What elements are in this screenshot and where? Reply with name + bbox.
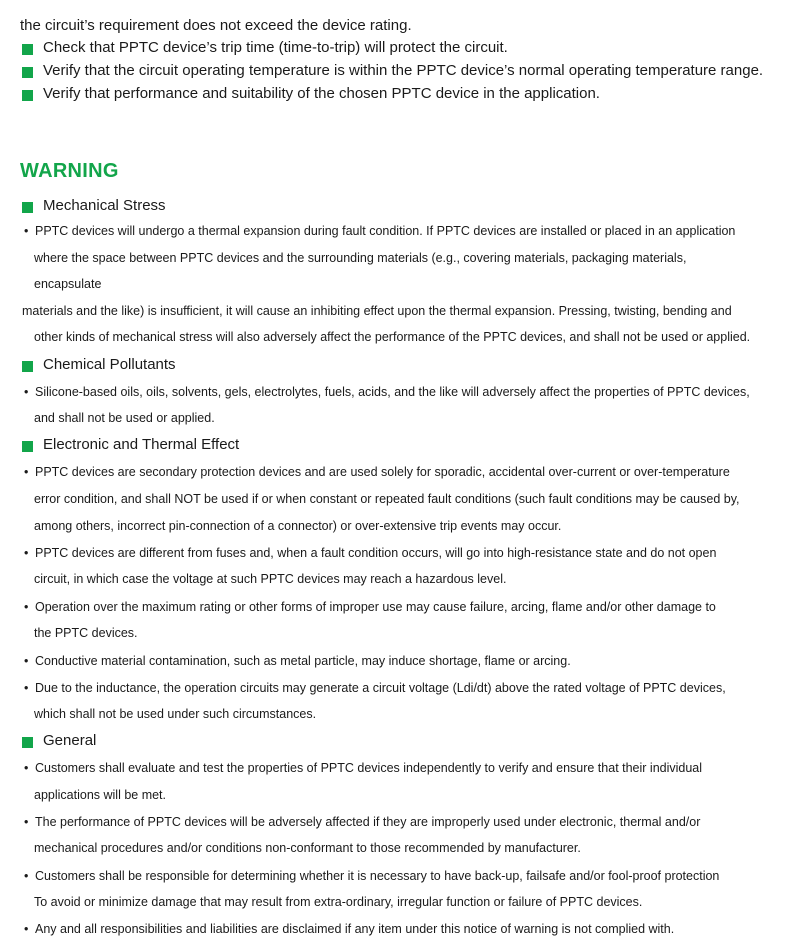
green-square-icon bbox=[22, 44, 33, 55]
body-line: PPTC devices will undergo a thermal expansion during fault condition. If PPTC devices are installed or placed in an application bbox=[35, 224, 736, 238]
bullet-icon: • bbox=[24, 224, 29, 238]
body-line: materials and the like) is insufficient, it will cause an inhibiting effect upon the thermal expansion. Pressing, twisting, bending and bbox=[22, 304, 732, 318]
bullet-icon: • bbox=[24, 385, 29, 399]
body-line: applications will be met. bbox=[34, 788, 167, 802]
check-item: Verify that the circuit operating temperature is within the PPTC device’s normal operating temperature range. bbox=[43, 62, 764, 79]
body-line: The performance of PPTC devices will be adversely affected if they are improperly used under electronic, thermal and/or bbox=[35, 815, 701, 829]
intro-continued-line: the circuit’s requirement does not exceed the device rating. bbox=[20, 17, 412, 34]
green-square-icon bbox=[22, 202, 33, 213]
body-line: Silicone-based oils, oils, solvents, gels, electrolytes, fuels, acids, and the like will adversely affect the properties of PPTC devices, bbox=[35, 385, 750, 399]
body-line: mechanical procedures and/or conditions non-conformant to those recommended by manufacturer. bbox=[34, 841, 581, 855]
body-line: To avoid or minimize damage that may result from extra-ordinary, irregular function or failure of PPTC devices. bbox=[34, 895, 643, 909]
bullet-icon: • bbox=[24, 654, 29, 668]
section-heading: Chemical Pollutants bbox=[43, 356, 176, 373]
bullet-icon: • bbox=[24, 600, 29, 614]
bullet-icon: • bbox=[24, 815, 29, 829]
green-square-icon bbox=[22, 361, 33, 372]
body-line: Customers shall evaluate and test the properties of PPTC devices independently to verify and ensure that their individual bbox=[35, 761, 703, 775]
body-line: the PPTC devices. bbox=[34, 626, 138, 640]
bullet-icon: • bbox=[24, 922, 29, 936]
warning-title: WARNING bbox=[20, 160, 119, 182]
body-line: Operation over the maximum rating or other forms of improper use may cause failure, arcing, flame and/or other damage to bbox=[35, 600, 716, 614]
body-line: where the space between PPTC devices and the surrounding materials (e.g., covering materials, packaging materials, bbox=[34, 251, 687, 265]
section-heading: Electronic and Thermal Effect bbox=[43, 436, 240, 453]
body-line: among others, incorrect pin-connection of a connector) or over-extensive trip events may occur. bbox=[34, 519, 562, 533]
bullet-icon: • bbox=[24, 465, 29, 479]
bullet-icon: • bbox=[24, 869, 29, 883]
bullet-icon: • bbox=[24, 761, 29, 775]
body-line: Any and all responsibilities and liabilities are disclaimed if any item under this notice of warning is not complied with. bbox=[35, 922, 675, 936]
body-line: error condition, and shall NOT be used if or when constant or repeated fault conditions (such fault conditions may be caused by, bbox=[34, 492, 740, 506]
body-line: Customers shall be responsible for determining whether it is necessary to have back-up, failsafe and/or fool-proof protection bbox=[35, 869, 720, 883]
body-line: PPTC devices are different from fuses and, when a fault condition occurs, will go into high-resistance state and do not open bbox=[35, 546, 717, 560]
body-line: encapsulate bbox=[34, 277, 102, 291]
bullet-icon: • bbox=[24, 681, 29, 695]
check-item: Verify that performance and suitability of the chosen PPTC device in the application. bbox=[43, 85, 600, 102]
check-item: Check that PPTC device’s trip time (time-to-trip) will protect the circuit. bbox=[43, 39, 508, 56]
body-line: Conductive material contamination, such as metal particle, may induce shortage, flame or arcing. bbox=[35, 654, 571, 668]
body-line: which shall not be used under such circumstances. bbox=[34, 707, 317, 721]
green-square-icon bbox=[22, 441, 33, 452]
body-line: other kinds of mechanical stress will also adversely affect the performance of the PPTC devices, and shall not be used or applied. bbox=[34, 330, 751, 344]
bullet-icon: • bbox=[24, 546, 29, 560]
green-square-icon bbox=[22, 737, 33, 748]
body-line: PPTC devices are secondary protection devices and are used solely for sporadic, accidental over-current or over-temperature bbox=[35, 465, 730, 479]
green-square-icon bbox=[22, 67, 33, 78]
section-heading: General bbox=[43, 732, 97, 749]
section-heading: Mechanical Stress bbox=[43, 197, 166, 214]
green-square-icon bbox=[22, 90, 33, 101]
body-line: circuit, in which case the voltage at such PPTC devices may reach a hazardous level. bbox=[34, 572, 507, 586]
body-line: and shall not be used or applied. bbox=[34, 411, 215, 425]
body-line: Due to the inductance, the operation circuits may generate a circuit voltage (Ldi/dt) above the rated voltage of PPTC devices, bbox=[35, 681, 726, 695]
